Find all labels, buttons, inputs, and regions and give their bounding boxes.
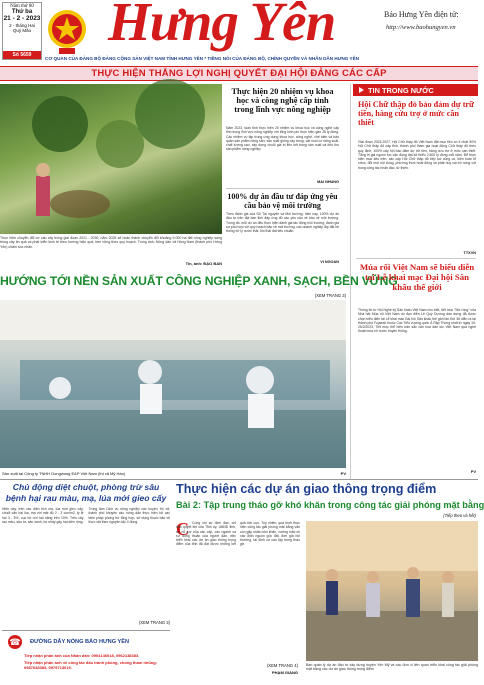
sidebar-story1-body: Giai đoạn 2023-2027, Hội Chữ thập đỏ Việt Nam đặt mục tiêu có ít nhất 50% Hội Chữ thập đỏ cấp tỉnh, thành phố tham gia hoạt động Chữ thập đỏ theo quy định; 100% cấp hội bảo đảm dự trữ tiền, hàng cứu trợ ở mức cần thiết. Tổng trị giá nguồn lực vận động đạt tối thiểu 2.500 tỷ đồng mỗi năm. Để thực hiện mục tiêu trên, các cấp Hội Chữ thập đỏ tiếp tục củng cố, kiện toàn tổ chức, đổi mới nội dung, phương thức hoạt động và phát huy vai trò nòng cốt trong công tác nhân đạo, từ thiện. [358, 140, 476, 170]
construction-photo [306, 521, 478, 661]
banner-ref[interactable]: (XEM TRANG 3) [314, 293, 346, 298]
top-story-headline[interactable]: Thực hiện 20 nhiệm vụ khoa học và công nghệ cấp tỉnh trong lĩnh vực nông nghiệp [231, 87, 334, 115]
second-story-author: VI NGOAN [320, 260, 339, 264]
construction-photo-caption: Ban quản lý dự án đầu tư xây dựng huyện Yên Mỹ và các đơn vị liên quan triển khai công tác giải phóng mặt bằng các dự án giao thông trọng điểm [306, 663, 478, 672]
hotline-box [2, 630, 170, 682]
factory-credit: PV [340, 471, 346, 476]
banner-headline[interactable]: HƯỚNG TỚI NỀN SẢN XUẤT CÔNG NGHIỆP XANH, SẠCH, BỀN VỮNG [0, 274, 398, 288]
bottom-right-headline[interactable]: Thực hiện các dự án giao thông trọng điểm [176, 482, 437, 496]
slogan-text: THỰC HIỆN THẮNG LỢI NGHỊ QUYẾT ĐẠI HỘI ĐẢNG CÁC CẤP [91, 68, 387, 79]
bottom-right-body: Cùng với sự định đạo, chỉ đạo quyết liệt của Tỉnh ủy, UBND tỉnh, sự nỗ lực của các cấp, các ngành và sự đồng thuận của người dân, việc triển khai các dự án giao thông trọng điểm của tỉnh đã đạt được những kết quả tích cực. Tuy nhiên, quá trình thực hiện công tác giải phóng mặt bằng vẫn còn gặp nhiều khó khăn, vướng mắc về xác định nguồn gốc đất, đơn giá bồi thường, tái định cư cần tập trung tháo gỡ. [176, 521, 300, 547]
sidebar-story1-author: TTXVN [463, 251, 476, 255]
issue-number: Số 5659 [3, 51, 41, 59]
farmer-photo [0, 84, 222, 234]
top-story-author: MAI NHUNG [317, 180, 339, 184]
sidebar-header [353, 84, 478, 96]
bottom-right-subhead[interactable]: Bài 2: Tập trung tháo gỡ khó khăn trong công tác giải phóng mặt bằng [176, 500, 484, 510]
website-link[interactable]: http://www.baohungyen.vn [386, 24, 456, 31]
year-label: Năm thứ 80 [10, 4, 34, 9]
issue-info-box [2, 2, 42, 60]
lunar-year: Quý Mão [12, 28, 32, 33]
weekday: Thứ ba [11, 9, 33, 15]
electronic-label: Báo Hưng Yên điện tử: [384, 10, 459, 19]
second-story-body: Theo đánh giá của Sở Tài nguyên và Môi trường, hiện nay, 100% dự án đầu tư trên địa bàn tỉnh đáp ứng đủ các yêu cầu về bảo vệ môi trường. Trong đó, mỗi dự án đều thực hiện đánh giá tác động môi trường, đánh giá sự phù hợp với quy hoạch bảo vệ môi trường; các doanh nghiệp lắp đặt hệ thống xử lý nước thải, khí thải đạt tiêu chuẩn. [226, 212, 340, 234]
factory-photo [0, 300, 346, 468]
phone-icon: ☎ [9, 637, 21, 647]
slogan-bar [0, 66, 478, 81]
party-emblem-icon [45, 4, 89, 56]
sidebar-divider [356, 258, 476, 259]
sidebar-header-label: TIN TRONG NƯỚC [368, 85, 434, 95]
sidebar-story2-headline[interactable]: Múa rối Việt Nam sẽ biểu diễn tại Lễ khai mạc Đại hội Sân khấu thế giới [359, 262, 475, 292]
divider [226, 188, 339, 189]
sidebar-story2-author: PV [470, 470, 476, 474]
bottom-right-ref[interactable]: (XEM TRANG 4) [266, 663, 298, 668]
newspaper-logo: Hưng Yên [108, 0, 336, 52]
masthead [0, 0, 478, 66]
second-story-headline[interactable]: 100% dự án đầu tư đáp ứng yêu cầu bảo vệ môi trường [227, 192, 338, 210]
drop-cap: C [176, 519, 189, 539]
hotline-line-1[interactable]: Tiếp nhận phản ánh của Nhân dân: 0904146018, 0962138383. [24, 653, 140, 658]
factory-caption: Sản xuất tại Công ty TNHH Dongwong E&P Việt Nam (thị xã Mỹ Hào) [2, 471, 126, 476]
section-divider [0, 479, 478, 480]
bottom-right-author: PHẠM GIANG [272, 670, 298, 675]
lunar-date: 2 - tháng Hai [9, 23, 35, 28]
sidebar-story1-headline[interactable]: Hội Chữ thập đỏ bảo đảm dự trữ tiền, hàng cứu trợ ở mức cần thiết [358, 100, 474, 128]
top-story-body: Năm 2023, toàn tỉnh thực hiện 20 nhiệm vụ khoa học và công nghệ cấp tỉnh trong lĩnh vực nông nghiệp với tổng kinh phí thực hiện gần 28 tỷ đồng. Các nhiệm vụ tập trung ứng dụng khoa học, công nghệ, chế biến và bảo quản sản phẩm nông sản; sản xuất giống cây trồng, vật nuôi có năng suất, chất lượng cao; xây dựng chuỗi giá trị liên kết trong sản xuất và tiêu thụ sản phẩm nông nghiệp. [226, 126, 339, 152]
hotline-line-2[interactable]: Tiếp nhận phản ánh về công tác đấu tranh phòng, chống tham nhũng: 0987648383, 0979713019. [24, 660, 158, 670]
series-ref: (Tiếp theo và hết) [443, 513, 476, 518]
sidebar-story2-body: Thông tin từ Hội Nghệ sỹ Sân khấu Việt Nam cho biết, tiết mục "Mơ rồng" của Nhà hát Múa rối Việt Nam do đạo diễn Lê Quý Dương dàn dựng đã được chọn biểu diễn tại Lễ khai mạc Đại hội Sân khấu thế giới lần thứ 36 diễn ra tại thành phố Fujairah thuộc Các Tiểu vương quốc Ả Rập Thống nhất từ ngày 19-25/2/2023. Tiết mục thể hiện bản sắc văn hóa dân tộc Việt Nam qua nghệ thuật múa rối nước truyền thống. [358, 308, 476, 334]
bottom-left-headline[interactable]: Chủ động diệt chuột, phòng trừ sâu bệnh hại rau màu, mạ, lúa mới gieo cấy [5, 482, 167, 503]
date: 21 - 2 - 2023 [3, 15, 41, 22]
photo-caption: Thực hiện chuyển đổi cơ cấu cây trồng giai đoạn 2021 - 2030, năm 2025 sẽ hoàn thành chuyển đổi khoảng 9.000 ha đất nông nghiệp sang trồng cây ăn quả và phát triển kinh tế theo hướng hiệu quả, bền vững theo quy hoạch. Trong ảnh: Nông dân xã Hồng Nam (thành phố Hưng Yên) chăm sóc nhãn. [0, 236, 222, 249]
hotline-title: ĐƯỜNG DÂY NÓNG BÁO HƯNG YÊN [30, 639, 130, 645]
bottom-left-ref[interactable]: (XEM TRANG 3) [138, 620, 170, 625]
triangle-icon [359, 87, 364, 93]
organ-line: CƠ QUAN CỦA ĐẢNG BỘ ĐẢNG CỘNG SẢN VIỆT NAM TỈNH HƯNG YÊN * TIẾNG NÓI CỦA ĐẢNG BỘ, CHÍNH QUYỀN VÀ NHÂN DÂN HƯNG YÊN [45, 56, 359, 61]
photo-caption-author: Tin, ảnh: ĐẠO BAN [185, 261, 222, 266]
bottom-left-body: Hiện nay, trên các diện tích mạ, lúa mới gieo cấy, chuột cắn hại lúa, mạ với mật độ 2 - 3 con/m2, tỷ lệ hại 3 - 5%, cục bộ nơi hại nặng trên 10%. Trên cây rau màu, sâu tơ, sâu xanh, bọ nhảy gây hại diện rộng. Trung tâm Dịch vụ nông nghiệp các huyện, thị xã, thành phố khuyến cáo nông dân thực hiện tốt các biện pháp phòng trừ tổng hợp, sử dụng thuốc bảo vệ thực vật theo nguyên tắc 4 đúng. [2, 507, 170, 524]
